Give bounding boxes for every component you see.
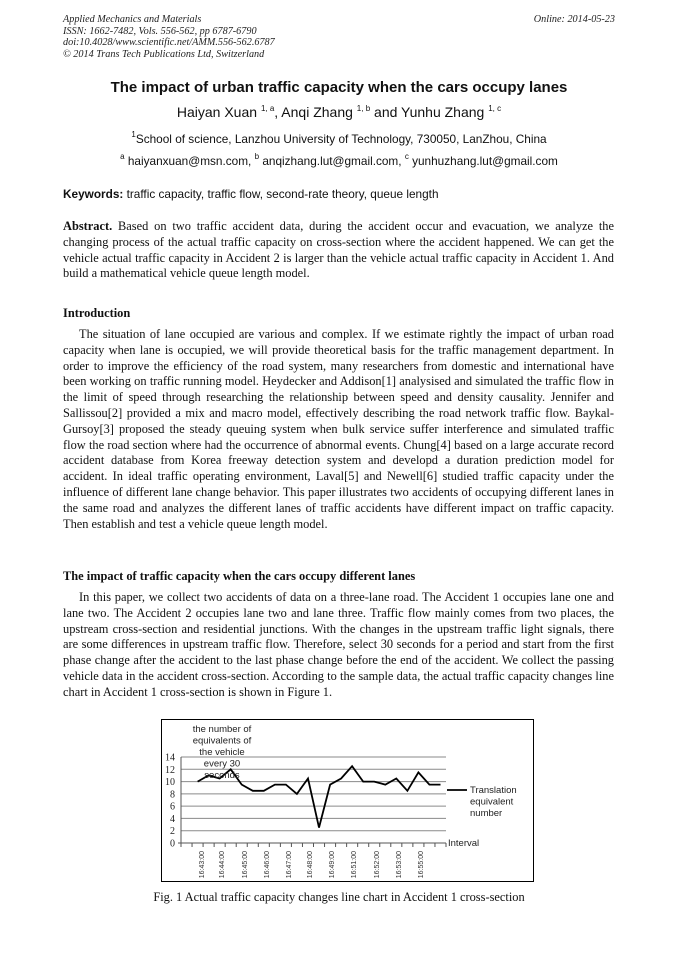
email-mark: c <box>404 152 409 161</box>
affiliation <box>0 130 678 146</box>
paper-title: The impact of urban traffic capacity when the cars occupy lanes <box>110 79 568 96</box>
journal-name: Applied Mechanics and Materials <box>63 14 202 25</box>
section-body-impact <box>63 590 614 701</box>
journal-copyright: © 2014 Trans Tech Publications Ltd, Switzerland <box>63 48 265 60</box>
y-tick-label: 0 <box>170 838 175 850</box>
abstract-label: Abstract. <box>63 219 113 233</box>
email-link[interactable]: yunhuzhang.lut@gmail.com <box>412 154 558 168</box>
x-tick-label: 16:44:00 <box>219 851 226 879</box>
keywords-label: Keywords: <box>63 187 124 201</box>
abstract-text: Based on two traffic accident data, during the accident occur and evacuation, we analyze the changing process of the actual traffic capacity on cross-section where the accident happened. We can get the vehicle actual traffic capacity in Accident 2 is larger than the vehicle actual traffic capacity in Accident 1. And build a mathematical vehicle queue length model. <box>63 219 614 281</box>
y-axis-title: seconds <box>204 770 240 781</box>
email-mark: b <box>254 152 260 161</box>
x-tick-label: 16:47:00 <box>286 851 293 879</box>
affiliation-mark: 1 <box>131 130 136 139</box>
section-heading-introduction: Introduction <box>63 306 131 320</box>
x-tick-label: 16:52:00 <box>374 851 381 879</box>
email-list <box>0 152 678 168</box>
y-tick-label: 14 <box>165 752 175 764</box>
y-tick-label: 8 <box>170 789 175 801</box>
journal-info <box>63 14 275 60</box>
journal-doi: doi:10.4028/www.scientific.net/AMM.556-562.6787 <box>63 37 275 49</box>
x-tick-label: 16:46:00 <box>264 851 271 879</box>
author-name: Anqi Zhang <box>281 104 353 120</box>
affiliation-text: School of science, Lanzhou University of Technology, 730050, LanZhou, China <box>135 132 547 146</box>
email-link[interactable]: anqizhang.lut@gmail.com, <box>262 154 405 168</box>
author-list <box>0 104 678 120</box>
journal-issn: ISSN: 1662-7482, Vols. 556-562, pp 6787-6790 <box>63 25 257 37</box>
x-tick-label: 16:48:00 <box>307 851 314 879</box>
y-tick-label: 4 <box>170 813 175 825</box>
y-tick-label: 2 <box>170 826 175 838</box>
keywords-text: traffic capacity, traffic flow, second-rate theory, queue length <box>126 187 439 201</box>
y-axis-title: the vehicle <box>199 747 245 758</box>
x-tick-label: 16:43:00 <box>199 851 206 879</box>
author-affiliation-mark: 1, a <box>260 104 275 113</box>
line-chart <box>162 720 535 883</box>
paragraph-text: The situation of lane occupied are various and complex. If we estimate rightly the impact of urban road capacity when lane is occupied, we will provide theoretical basis for the traffic management department. In order to improve the efficiency of the road system, many researchers from domestic and international have been working on traffic running model. Heydecker and Addison[1] analysised and simulated the traffic flow in the limit of speed through researching the relationship between speed and density causality. Jennifer and Sallissou[2] provided a mix and macro model, effectively describing the road network traffic flow. Baykal-Gursoy[3] proposed the steady queuing system when bulk service suffer interference and simulated traffic flow the road section where had the occurrence of abnormal events. Chung[4] based on a large accurate record accident database from Korea freeway detection system and developd a duration prediction model for accident. In ideal traffic operating environment, Laval[5] and Newell[6] studied traffic capacity under the influence of different lane change behavior. This paper illustrates two accidents of occupying different lanes in the same road and analyzes the different lanes of traffic accidents have different impact on traffic capacity. Then establish and test a vehicle queue length model. <box>63 327 614 531</box>
section-body-introduction <box>63 327 614 532</box>
x-axis-title: Interval <box>448 838 480 849</box>
online-date: Online: 2014-05-23 <box>533 14 615 25</box>
abstract <box>63 219 614 282</box>
figure-caption: Fig. 1 Actual traffic capacity changes line chart in Accident 1 cross-section <box>153 890 525 904</box>
author-separator: , <box>274 104 282 120</box>
x-tick-label: 16:53:00 <box>396 851 403 879</box>
legend-label: equivalent <box>470 796 514 808</box>
x-tick-label: 16:45:00 <box>242 851 249 879</box>
x-tick-label: 16:49:00 <box>329 851 336 879</box>
email-link[interactable]: haiyanxuan@msn.com, <box>127 154 255 168</box>
legend-label: Translation <box>470 785 517 796</box>
figure-1-chart <box>161 719 534 882</box>
x-tick-label: 16:51:00 <box>351 851 358 879</box>
legend-label: number <box>470 808 503 819</box>
email-mark: a <box>120 152 125 161</box>
y-tick-label: 12 <box>165 764 175 776</box>
y-axis-title: the number of <box>192 724 252 735</box>
y-tick-label: 6 <box>170 801 175 813</box>
y-tick-label: 10 <box>165 777 175 789</box>
keywords <box>63 187 439 201</box>
author-separator: and <box>370 104 402 120</box>
x-tick-label: 16:55:00 <box>418 851 425 879</box>
author-name: Yunhu Zhang <box>401 104 485 120</box>
author-affiliation-mark: 1, b <box>356 104 371 113</box>
author-affiliation-mark: 1, c <box>488 104 502 113</box>
section-heading-impact: The impact of traffic capacity when the cars occupy different lanes <box>63 569 416 583</box>
y-axis-title: equivalents of <box>192 735 252 747</box>
author-name: Haiyan Xuan <box>176 104 258 120</box>
paragraph-text: In this paper, we collect two accidents of data on a three-lane road. The Accident 1 occupies lane one and lane two. The Accident 2 occupies lane two and lane three. Traffic flow mainly comes from two places, the upstream cross-section and residential junctions. With the changes in the upstream traffic light signals, there are some differences in upstream traffic flow. Therefore, select 30 seconds for a period and start from the first phase change after the accident to the last phase change before the end of the accident. We collect the passing vehicle data in the accident cross-section. According to the sample data, the actual traffic capacity changes line chart in Accident 1 cross-section is shown in Figure 1. <box>63 590 614 699</box>
y-axis-title: every 30 <box>203 758 241 770</box>
